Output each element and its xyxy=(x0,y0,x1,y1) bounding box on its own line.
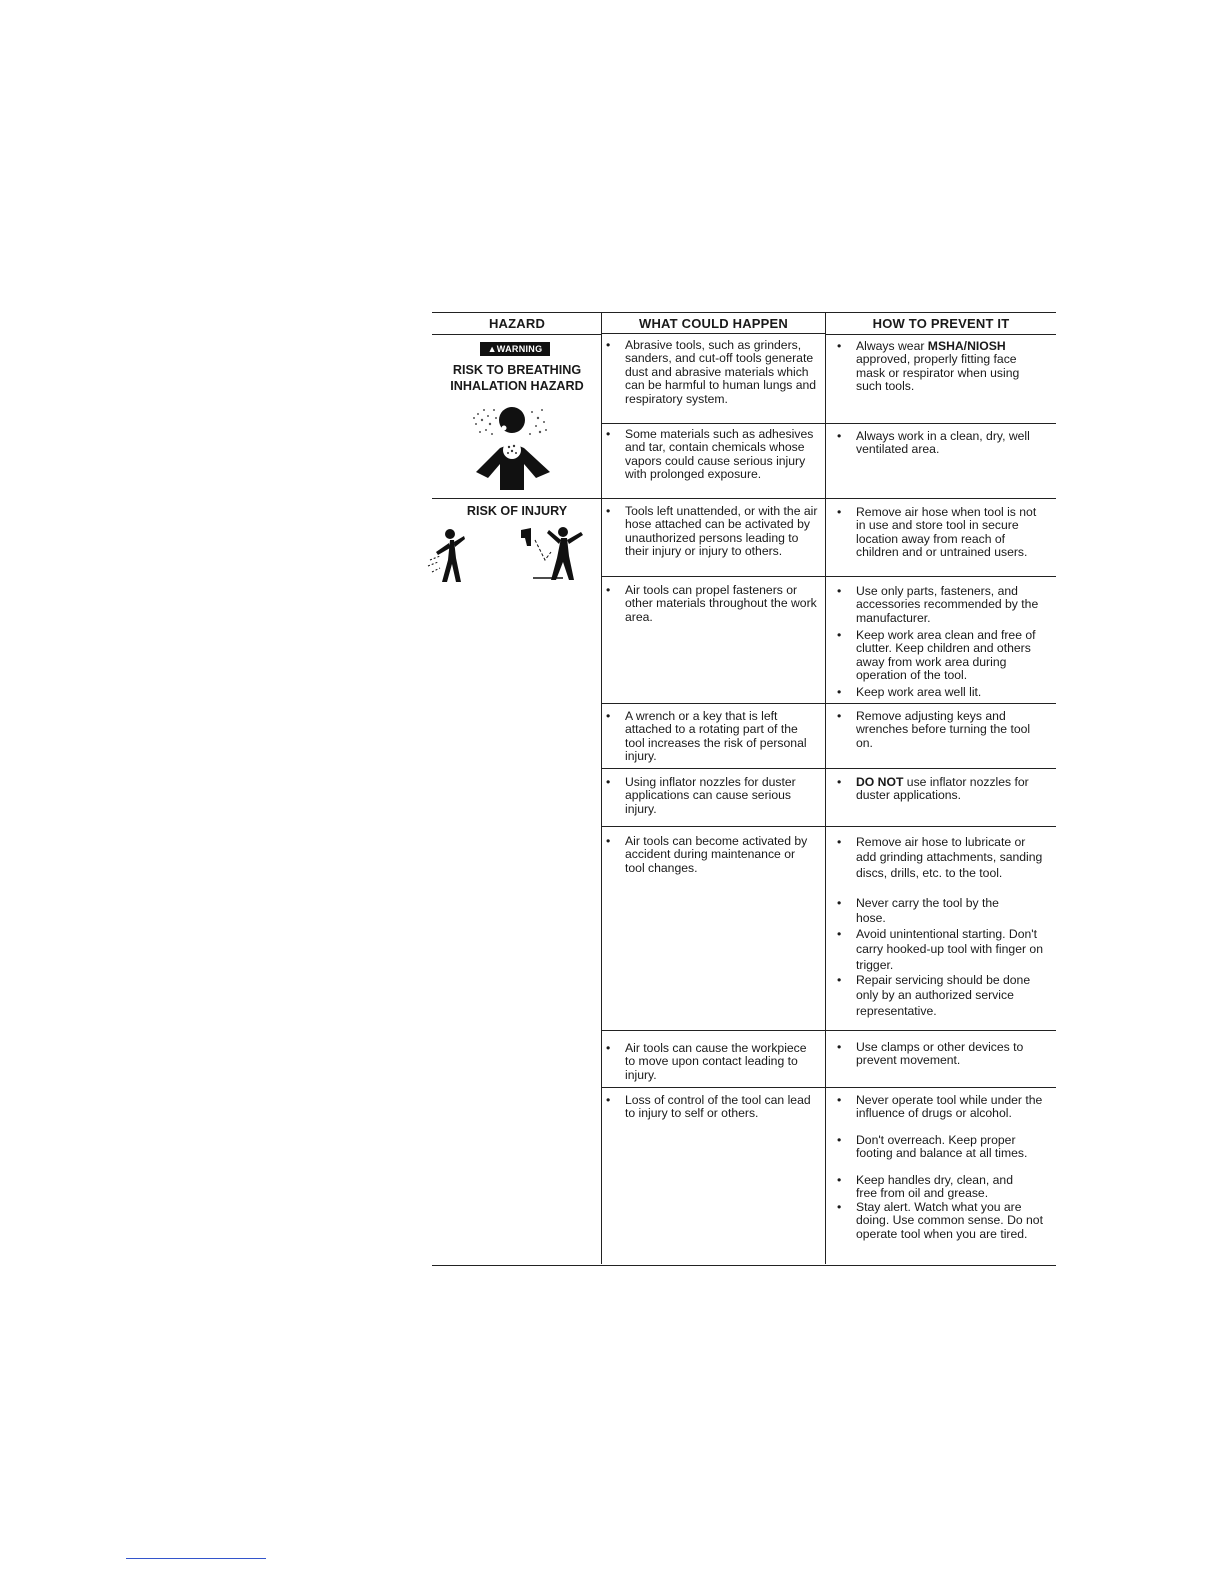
how-item-1 xyxy=(837,340,1047,394)
row-separator xyxy=(602,423,1056,424)
bullet: • xyxy=(837,584,842,598)
what-item-9 xyxy=(606,1094,818,1121)
how-item-6 xyxy=(837,776,1047,803)
how-text: Don't overreach. Keep proper footing and balance at all times. xyxy=(856,1133,1028,1161)
how-text: Keep handles dry, clean, and free from oil and grease. xyxy=(856,1173,1013,1201)
what-item-2 xyxy=(606,428,818,482)
how-item-9b xyxy=(837,1134,1047,1161)
bullet: • xyxy=(837,628,842,642)
warning-badge xyxy=(480,342,550,356)
bullet: • xyxy=(837,775,842,789)
bullet: • xyxy=(606,775,611,789)
how-item-7a xyxy=(837,835,1047,881)
what-text: Loss of control of the tool can lead to injury to self or others. xyxy=(625,1093,811,1121)
breathing-hazard-line-1: RISK TO BREATHING xyxy=(452,363,582,377)
what-text: Some materials such as adhesives and tar, contain chemicals whose vapors could cause serious injury with prolonged exposure. xyxy=(625,427,814,482)
header-how-to-prevent: HOW TO PREVENT IT xyxy=(872,316,1010,331)
what-item-7 xyxy=(606,835,818,875)
bullet: • xyxy=(837,1040,842,1054)
how-text: Always wear MSHA/NIOSH approved, properly fitting face mask or respirator when using such tools. xyxy=(856,339,1020,394)
how-item-2 xyxy=(837,430,1047,457)
how-item-9a xyxy=(837,1094,1047,1121)
bullet: • xyxy=(837,973,842,987)
how-text: DO NOT use inflator nozzles for duster applications. xyxy=(856,775,1029,803)
how-item-4a xyxy=(837,585,1047,625)
how-text: Repair servicing should be done only by an authorized service representative. xyxy=(856,973,1031,1018)
row-separator xyxy=(602,1087,1056,1088)
how-item-4c xyxy=(837,686,1047,699)
what-text: Air tools can cause the workpiece to move upon contact leading to injury. xyxy=(625,1041,807,1082)
how-text: Keep work area clean and free of clutter. Keep children and others away from work area during operation of the tool. xyxy=(856,628,1036,683)
how-text: Never operate tool while under the influence of drugs or alcohol. xyxy=(856,1093,1043,1121)
row-separator xyxy=(602,768,1056,769)
person-struck-icon xyxy=(428,526,468,586)
bullet: • xyxy=(837,429,842,443)
how-text: Remove air hose when tool is not in use and store tool in secure location away from reach of children and or untrained users. xyxy=(856,505,1037,560)
row-separator xyxy=(602,576,1056,577)
what-item-3 xyxy=(606,505,818,559)
bullet: • xyxy=(837,709,842,723)
how-item-5 xyxy=(837,710,1037,750)
what-text: Air tools can become activated by accident during maintenance or tool changes. xyxy=(625,834,808,875)
flying-debris-icon xyxy=(517,524,587,584)
bullet: • xyxy=(837,927,842,941)
row-separator xyxy=(602,703,1056,704)
how-item-7c xyxy=(837,927,1047,973)
column-divider-2 xyxy=(825,312,826,1264)
how-text: Always work in a clean, dry, well ventilated area. xyxy=(856,429,1030,457)
how-text: Never carry the tool by the hose. xyxy=(856,896,999,926)
how-text: Avoid unintentional starting. Don't carry hooked-up tool with finger on trigger. xyxy=(856,927,1043,972)
bullet: • xyxy=(606,1093,611,1107)
row-separator xyxy=(602,826,1056,827)
bullet: • xyxy=(606,427,611,441)
header-rule-how xyxy=(826,334,1056,335)
how-text: Remove air hose to lubricate or add grinding attachments, sanding discs, drills, etc. to the tool. xyxy=(856,835,1043,880)
how-item-8 xyxy=(837,1041,1047,1068)
bullet: • xyxy=(606,338,611,352)
header-rule-what xyxy=(602,333,825,334)
what-item-1 xyxy=(606,339,818,406)
how-text: Stay alert. Watch what you are doing. Use common sense. Do not operate tool when you are tired. xyxy=(856,1200,1043,1241)
what-item-4 xyxy=(606,584,818,624)
what-text: Air tools can propel fasteners or other materials throughout the work area. xyxy=(625,583,817,624)
table-bottom-rule xyxy=(432,1265,1056,1266)
how-text: Keep work area well lit. xyxy=(856,685,982,699)
bullet: • xyxy=(606,834,611,848)
table-top-rule xyxy=(432,312,1056,313)
how-item-9c xyxy=(837,1174,1037,1201)
how-text: Use clamps or other devices to prevent movement. xyxy=(856,1040,1024,1068)
warning-label: WARNING xyxy=(496,344,543,354)
breathing-hazard-line-2: INHALATION HAZARD xyxy=(450,379,584,393)
respiratory-hazard-icon xyxy=(470,402,560,492)
how-text: Remove adjusting keys and wrenches before turning the tool on. xyxy=(856,709,1031,750)
how-text: Use only parts, fasteners, and accessories recommended by the manufacturer. xyxy=(856,584,1039,625)
row-separator xyxy=(602,498,1056,499)
how-item-3 xyxy=(837,506,1037,560)
header-what-could-happen: WHAT COULD HAPPEN xyxy=(638,316,789,331)
bullet: • xyxy=(837,685,842,699)
scan-artifact-line xyxy=(126,1558,266,1559)
how-item-9d xyxy=(837,1201,1047,1241)
warning-triangle-icon: ▲ xyxy=(487,344,497,354)
hazard-divider-rule xyxy=(432,498,602,499)
header-rule-hazard xyxy=(432,334,602,335)
bullet: • xyxy=(837,896,842,910)
how-item-4b xyxy=(837,629,1047,683)
column-divider-1 xyxy=(601,312,602,1264)
how-item-7d xyxy=(837,973,1047,1019)
what-text: Tools left unattended, or with the air hose attached can be activated by unauthorized persons leading to their injury or injury to others. xyxy=(625,504,818,559)
bullet: • xyxy=(606,583,611,597)
bullet: • xyxy=(837,1133,842,1147)
bullet: • xyxy=(837,1173,842,1187)
bullet: • xyxy=(837,505,842,519)
what-item-5 xyxy=(606,710,818,764)
how-item-7b xyxy=(837,896,1017,927)
bullet: • xyxy=(837,835,842,849)
injury-hazard-title: RISK OF INJURY xyxy=(466,504,568,518)
row-separator xyxy=(602,1030,1056,1031)
bullet: • xyxy=(837,1093,842,1107)
bullet: • xyxy=(606,1041,611,1055)
bullet: • xyxy=(837,339,842,353)
what-text: Abrasive tools, such as grinders, sanders, and cut-off tools generate dust and abrasive materials which can be harmful to human lungs and respiratory system. xyxy=(625,338,817,406)
bullet: • xyxy=(837,1200,842,1214)
what-item-6 xyxy=(606,776,818,816)
what-item-8 xyxy=(606,1042,818,1082)
bullet: • xyxy=(606,504,611,518)
header-hazard: HAZARD xyxy=(488,316,546,331)
what-text: A wrench or a key that is left attached to a rotating part of the tool increases the risk of personal injury. xyxy=(625,709,807,764)
bullet: • xyxy=(606,709,611,723)
what-text: Using inflator nozzles for duster applications can cause serious injury. xyxy=(625,775,796,816)
breathing-hazard-title xyxy=(432,362,602,394)
